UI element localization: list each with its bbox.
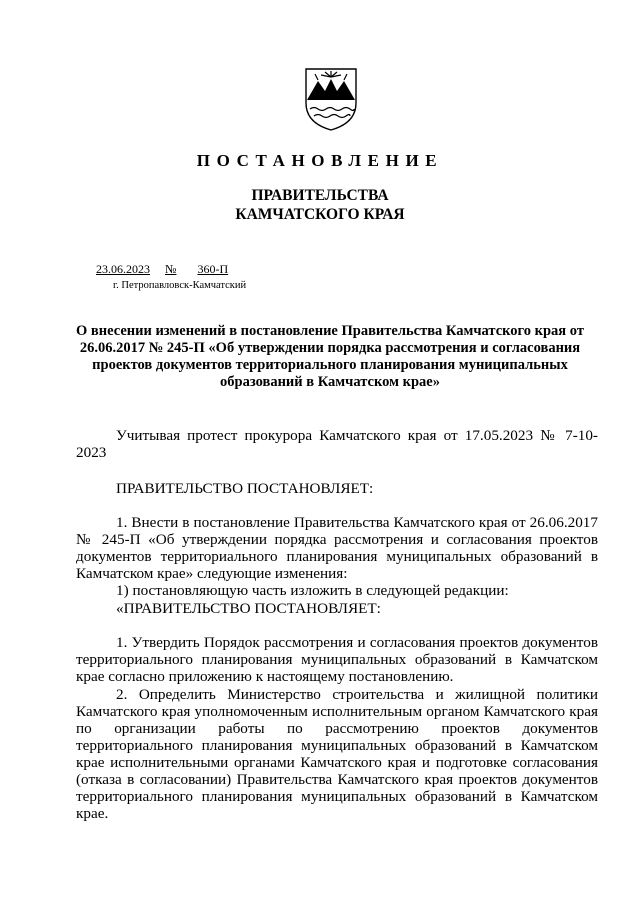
paragraph-item-1: 1. Внести в постановление Правительства Камчатского края от 26.06.2017 № 245-П «Об утверждении порядка рассмотрения и согласования проектов документов территориального планирования муниципальных образований в Камчатском крае» следующие изменения: — [76, 514, 598, 582]
document-heading: О внесении изменений в постановление Правительства Камчатского края от 26.06.2017 № 245-П «Об утверждении порядка рассмотрения и согласования проектов документов территориального планирования муниципальных образований в Камчатском крае» — [76, 323, 584, 390]
kamchatka-coat-of-arms-icon — [296, 63, 366, 133]
paragraph-quoted-resolves: «ПРАВИТЕЛЬСТВО ПОСТАНОВЛЯЕТ: — [116, 600, 381, 617]
date-number-line — [96, 262, 228, 277]
paragraph-designate: 2. Определить Министерство строительства и жилищной политики Камчатского края уполномоченным исполнительным органом Камчатского края по организации работы по рассмотрению проектов документов территориального планирования муниципальных образований в Камчатском крае исполнительными органами Камчатского края и подготовке согласования (отказа в согласовании) Правительства Камчатского края проектов документов территориального планирования муниципальных образований в Камчатском крае. — [76, 686, 598, 822]
number-sign: № — [165, 262, 177, 276]
issuer-line-1: ПРАВИТЕЛЬСТВА — [251, 187, 389, 204]
document-number: 360-П — [197, 262, 229, 276]
issuer-line-2: КАМЧАТСКОГО КРАЯ — [235, 206, 405, 223]
document-date: 23.06.2023 — [96, 262, 150, 276]
paragraph-subitem-1: 1) постановляющую часть изложить в следующей редакции: — [116, 582, 509, 599]
paragraph-resolves: ПРАВИТЕЛЬСТВО ПОСТАНОВЛЯЕТ: — [116, 480, 374, 497]
paragraph-preamble: Учитывая протест прокурора Камчатского края от 17.05.2023 № 7-10-2023 — [76, 427, 598, 461]
document-type: ПОСТАНОВЛЕНИЕ — [196, 151, 444, 170]
paragraph-approve: 1. Утвердить Порядок рассмотрения и согласования проектов документов территориального планирования муниципальных образований в Камчатском крае согласно приложению к настоящему постановлению. — [76, 634, 598, 685]
city: г. Петропавловск-Камчатский — [113, 280, 247, 291]
